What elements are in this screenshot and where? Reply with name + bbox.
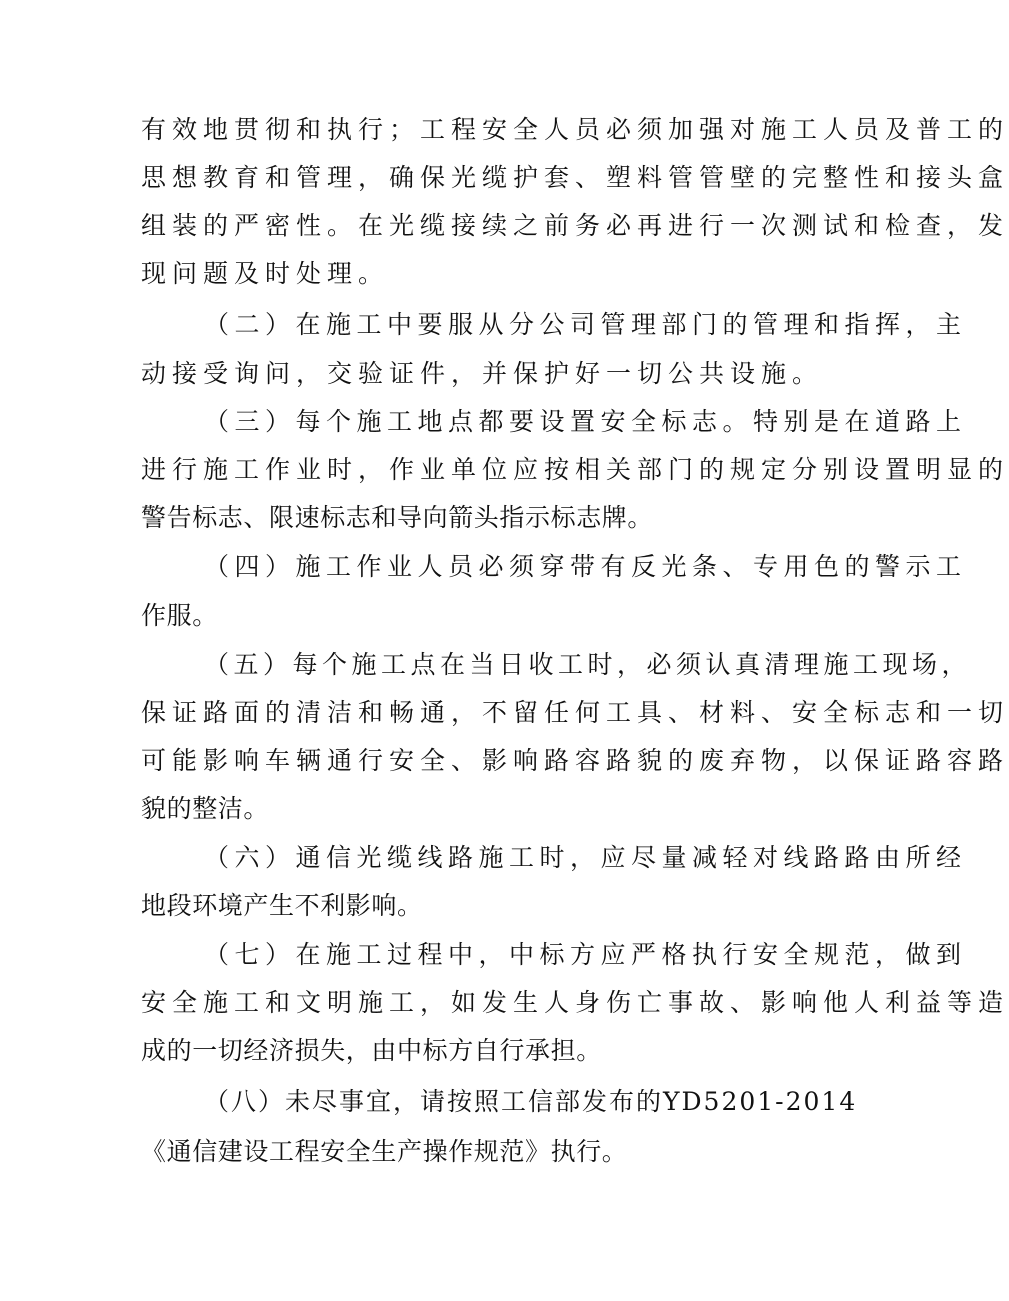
text-line: （六）通信光缆线路施工时，应尽量减轻对线路路由所经 [204,843,967,872]
text-line: 安全施工和文明施工，如发生人身伤亡事故、影响他人利益等造 [141,988,1009,1017]
text-line: 保证路面的清洁和畅通，不留任何工具、材料、安全标志和一切 [141,698,1009,727]
text-line: 思想教育和管理，确保光缆护套、塑料管管壁的完整性和接头盒 [141,163,1009,192]
text-line: （七）在施工过程中，中标方应严格执行安全规范，做到 [204,940,967,969]
text-line: 可能影响车辆通行安全、影响路容路貌的废弃物，以保证路容路 [141,746,1009,775]
text-line: （五）每个施工点在当日收工时，必须认真清理施工现场， [204,650,972,679]
text-line: 貌的整洁。 [141,794,270,823]
text-line: 作服。 [141,601,218,630]
text-line: （四）施工作业人员必须穿带有反光条、专用色的警示工 [204,552,967,581]
text-line: 警告标志、限速标志和导向箭头指示标志牌。 [141,503,654,532]
text-line: 地段环境产生不利影响。 [141,891,423,920]
text-line: （二）在施工中要服从分公司管理部门的管理和指挥，主 [204,310,967,339]
text-line: 组装的严密性。在光缆接续之前务必再进行一次测试和检查，发 [141,211,1009,240]
text-line: （八）未尽事宜，请按照工信部发布的YD5201-2014 [204,1087,858,1116]
text-line: 有效地贯彻和执行；工程安全人员必须加强对施工人员及普工的 [141,115,1009,144]
text-line: 现问题及时处理。 [141,259,390,288]
text-line: 成的一切经济损失，由中标方自行承担。 [141,1036,602,1065]
text-line: 动接受询问，交验证件，并保护好一切公共设施。 [141,359,824,388]
text-line: （三）每个施工地点都要设置安全标志。特别是在道路上 [204,407,967,436]
text-line: 进行施工作业时，作业单位应按相关部门的规定分别设置明显的 [141,455,1009,484]
text-line: 《通信建设工程安全生产操作规范》执行。 [141,1137,628,1166]
